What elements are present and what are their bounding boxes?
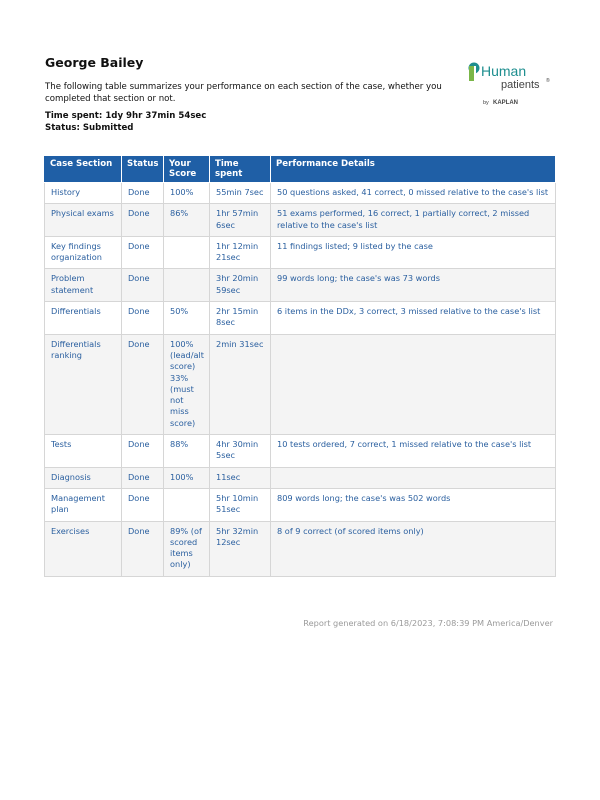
- cell-section: Management plan: [45, 488, 122, 521]
- cell-section: History: [45, 183, 122, 204]
- cell-details: 8 of 9 correct (of scored items only): [271, 521, 556, 576]
- col-header-time-spent: Time spent: [210, 156, 271, 183]
- cell-status: Done: [122, 302, 164, 335]
- cell-section: Differentials: [45, 302, 122, 335]
- cell-score: 50%: [164, 302, 210, 335]
- cell-status: Done: [122, 334, 164, 434]
- i-human-logo-graphic: [466, 62, 566, 110]
- report-generated-footer: Report generated on 6/18/2023, 7:08:39 PM America/Denver: [303, 618, 553, 628]
- cell-time: 5hr 10min 51sec: [210, 488, 271, 521]
- table-row: [45, 488, 556, 521]
- cell-details: 11 findings listed; 9 listed by the case: [271, 236, 556, 269]
- cell-score: 88%: [164, 435, 210, 468]
- cell-details: [271, 334, 556, 434]
- logo-patients-text: patients: [501, 79, 540, 91]
- cell-section: Problem statement: [45, 269, 122, 302]
- cell-score: 100%: [164, 183, 210, 204]
- student-name: George Bailey: [45, 55, 144, 70]
- col-header-performance-details: Performance Details: [271, 156, 556, 183]
- table-row: [45, 521, 556, 576]
- cell-score: [164, 269, 210, 302]
- cell-section: Differentials ranking: [45, 334, 122, 434]
- col-header-case-section: Case Section: [45, 156, 122, 183]
- cell-score: 100%: [164, 467, 210, 488]
- cell-score: 86%: [164, 204, 210, 237]
- cell-score: [164, 236, 210, 269]
- cell-section: Tests: [45, 435, 122, 468]
- cell-details: 51 exams performed, 16 correct, 1 partially correct, 2 missed relative to the case's list: [271, 204, 556, 237]
- cell-time: 5hr 32min 12sec: [210, 521, 271, 576]
- cell-time: 2hr 15min 8sec: [210, 302, 271, 335]
- logo-trademark-text: ®: [546, 78, 550, 84]
- cell-details: 809 words long; the case's was 502 words: [271, 488, 556, 521]
- cell-details: 50 questions asked, 41 correct, 0 missed relative to the case's list: [271, 183, 556, 204]
- cell-details: 6 items in the DDx, 3 correct, 3 missed relative to the case's list: [271, 302, 556, 335]
- cell-section: Exercises: [45, 521, 122, 576]
- cell-status: Done: [122, 236, 164, 269]
- cell-score: [164, 488, 210, 521]
- cell-status: Done: [122, 435, 164, 468]
- cell-time: 4hr 30min 5sec: [210, 435, 271, 468]
- table-row: [45, 183, 556, 204]
- cell-time: 1hr 12min 21sec: [210, 236, 271, 269]
- summary-meta: [45, 110, 206, 134]
- col-header-score: Your Score: [164, 156, 210, 183]
- cell-section: Diagnosis: [45, 467, 122, 488]
- cell-status: Done: [122, 269, 164, 302]
- logo-kaplan-text: KAPLAN: [493, 100, 518, 106]
- cell-score: 100% (lead/alt score) 33% (must not miss score): [164, 334, 210, 434]
- table-header-row: [45, 156, 556, 183]
- i-human-patients-logo: [466, 62, 566, 110]
- table-row: [45, 204, 556, 237]
- cell-time: 55min 7sec: [210, 183, 271, 204]
- cell-details: [271, 467, 556, 488]
- table-row: [45, 302, 556, 335]
- cell-time: 2min 31sec: [210, 334, 271, 434]
- table-row: [45, 435, 556, 468]
- logo-by-text: by: [483, 100, 489, 106]
- cell-time: 1hr 57min 6sec: [210, 204, 271, 237]
- cell-status: Done: [122, 488, 164, 521]
- performance-table: [44, 155, 556, 577]
- time-spent: Time spent: 1dy 9hr 37min 54sec: [45, 111, 207, 121]
- table-row: [45, 467, 556, 488]
- cell-status: Done: [122, 521, 164, 576]
- cell-section: Physical exams: [45, 204, 122, 237]
- cell-details: 10 tests ordered, 7 correct, 1 missed relative to the case's list: [271, 435, 556, 468]
- table-row: [45, 334, 556, 434]
- cell-time: 3hr 20min 59sec: [210, 269, 271, 302]
- logo-human-text: Human: [481, 63, 527, 79]
- cell-status: Done: [122, 204, 164, 237]
- col-header-status: Status: [122, 156, 164, 183]
- cell-time: 11sec: [210, 467, 271, 488]
- cell-status: Done: [122, 467, 164, 488]
- intro-text: The following table summarizes your performance on each section of the case, whether you completed that section or not.: [45, 82, 442, 104]
- status-line: Status: Submitted: [45, 123, 134, 133]
- cell-details: 99 words long; the case's was 73 words: [271, 269, 556, 302]
- logo-i-stem-icon: [469, 66, 474, 81]
- cell-status: Done: [122, 183, 164, 204]
- cell-section: Key findings organization: [45, 236, 122, 269]
- cell-score: 89% (of scored items only): [164, 521, 210, 576]
- table-row: [45, 236, 556, 269]
- table-row: [45, 269, 556, 302]
